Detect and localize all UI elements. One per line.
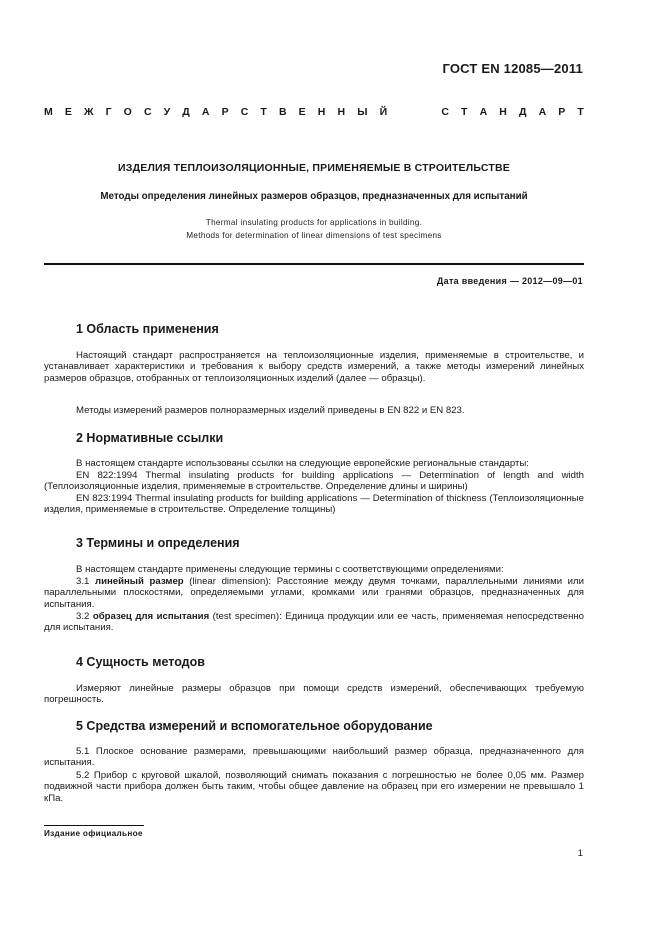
banner-letter: В: [278, 106, 287, 118]
paragraph-text: В настоящем стандарте использованы ссылки на следующие европейские региональные стандарты:: [76, 458, 529, 469]
banner-letter: Н: [499, 106, 507, 118]
section-2-paragraph-1: [44, 458, 584, 469]
paragraph-text: 5.2 Прибор с круговой шкалой, позволяющий снимать показания с погрешностью не более 0,05 мм. Размер подвижной части прибора должен быть таким, чтобы общее давление на образец при его измерении не превышало 1 кПа.: [44, 770, 584, 804]
english-title-line-2: Methods for determination of linear dimensions of test specimens: [186, 231, 442, 240]
banner-letter: Ы: [357, 106, 368, 118]
document-title: ИЗДЕЛИЯ ТЕПЛОИЗОЛЯЦИОННЫЕ, ПРИМЕНЯЕМЫЕ В СТРОИТЕЛЬСТВЕ: [118, 162, 510, 174]
document-subtitle: Методы определения линейных размеров образцов, предназначенных для испытаний: [100, 191, 528, 202]
clause-number: 3.1: [76, 576, 90, 587]
banner-letter: Т: [461, 106, 468, 118]
banner-letter: Е: [298, 106, 306, 118]
banner-letter: А: [479, 106, 488, 118]
banner-letter: Й: [379, 106, 388, 118]
banner-letter: Ж: [83, 106, 94, 118]
section-heading-4: 4 Сущность методов: [76, 655, 205, 669]
document-code: ГОСТ EN 12085—2011: [442, 61, 583, 76]
section-4-paragraph-1: [44, 683, 584, 706]
defined-term: линейный размер: [94, 576, 184, 587]
section-heading-5: 5 Средства измерений и вспомогательное оборудование: [76, 719, 433, 733]
paragraph-text: Измеряют линейные размеры образцов при помощи средств измерений, обеспечивающих требуемую погрешность.: [44, 683, 584, 706]
banner-letter: С: [441, 106, 449, 118]
paragraph-text: EN 822:1994 Thermal insulating products for building applications — Determination of length and width (Теплоизоляционные изделия, применяемые в строительстве. Определение длины и ширины): [44, 470, 584, 493]
english-title-line-1: Thermal insulating products for applications in building.: [205, 218, 423, 227]
banner-word-gap: [399, 106, 429, 118]
banner-letter: Т: [577, 106, 584, 118]
section-2-reference-en823: [44, 493, 584, 516]
banner-letter: Н: [337, 106, 346, 118]
banner-letter: Г: [105, 106, 112, 118]
section-heading-1: 1 Область применения: [76, 322, 219, 336]
introduction-date: Дата введения — 2012—09—01: [436, 276, 583, 286]
title-divider: [44, 263, 584, 265]
banner-letter: Н: [317, 106, 326, 118]
paragraph-text: Настоящий стандарт распространяется на теплоизоляционные изделия, применяемые в строительстве, и устанавливает характеристики и требования к выбору средств измерений, а также методы измерений линейных размеров образцов, отобранных от теплоизоляционных изделий (далее — образцы).: [44, 350, 584, 384]
clause-number: 3.2: [76, 611, 90, 622]
paragraph-text: В настоящем стандарте применены следующие термины с соответствующими определениями:: [76, 564, 504, 575]
banner-letter: Р: [221, 106, 229, 118]
section-5-paragraph-2: [44, 770, 584, 804]
interstate-standard-banner: [44, 106, 584, 118]
section-1-paragraph-2: [44, 405, 584, 416]
paragraph-text: 5.1 Плоское основание размерами, превышающими наибольший размер образца, предназначенного для испытания.: [44, 746, 584, 769]
defined-term: образец для испытания: [92, 611, 210, 622]
banner-letter: А: [201, 106, 210, 118]
banner-letter: С: [240, 106, 249, 118]
banner-letter: Т: [260, 106, 267, 118]
banner-letter: С: [143, 106, 152, 118]
section-3-paragraph-1: [44, 564, 584, 575]
banner-letter: О: [123, 106, 132, 118]
banner-letter: У: [163, 106, 171, 118]
banner-letter: Д: [518, 106, 527, 118]
banner-letter: Е: [64, 106, 72, 118]
section-5-paragraph-1: [44, 746, 584, 769]
section-heading-2: 2 Нормативные ссылки: [76, 431, 224, 445]
definition-text: (test specimen): Единица продукции или ее часть, применяемая непосредственно для испытания.: [44, 611, 584, 634]
banner-letter: А: [538, 106, 547, 118]
page-number: 1: [577, 848, 583, 859]
section-1-paragraph-1: [44, 350, 584, 384]
edition-note: Издание официальное: [44, 829, 143, 838]
definition-3-2: [44, 611, 584, 634]
paragraph-text: Методы измерений размеров полноразмерных изделий приведены в EN 822 и EN 823.: [76, 405, 465, 416]
footer-divider: [44, 825, 144, 826]
banner-letter: М: [44, 106, 53, 118]
section-2-reference-en822: [44, 470, 584, 493]
banner-letter: Д: [182, 106, 190, 118]
section-heading-3: 3 Термины и определения: [76, 536, 240, 550]
banner-letter: Р: [558, 106, 566, 118]
definition-text: (linear dimension): Расстояние между двумя точками, параллельными линиями или параллельными плоскостями, определяемыми углами, кромками или гранями образцов, предназначенных для испытания.: [44, 576, 584, 610]
paragraph-text: EN 823:1994 Thermal insulating products for building applications — Determination of thickness (Теплоизоляционные изделия, применяемые в строительстве. Определение толщины): [44, 493, 584, 516]
definition-3-1: [44, 576, 584, 610]
